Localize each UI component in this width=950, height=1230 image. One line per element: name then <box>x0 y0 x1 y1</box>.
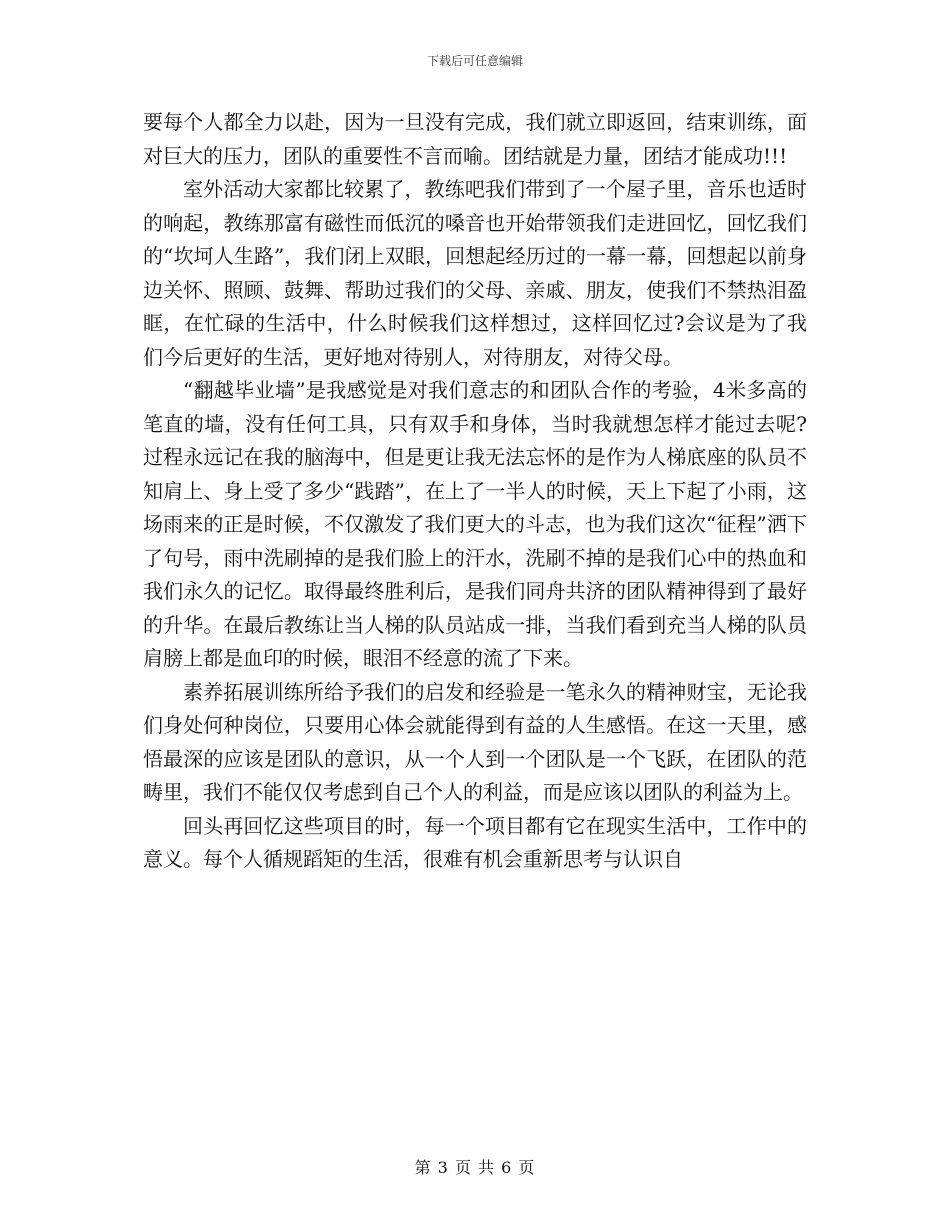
paragraph: “翻越毕业墙”是我感觉是对我们意志的和团队合作的考验，4米多高的笔直的墙，没有任何工具，只有双手和身体，当时我就想怎样才能过去呢?过程永远记在我的脑海中，但是更让我无法忘怀的是作为人梯底座的队员不知肩上、身上受了多少“践踏”，在上了一半人的时候，天上下起了小雨，这场雨来的正是时候，不仅激发了我们更大的斗志，也为我们这次“征程”洒下了句号，雨中洗刷掉的是我们脸上的汗水，洗刷不掉的是我们心中的热血和我们永久的记忆。取得最终胜利后，是我们同舟共济的团队精神得到了最好的升华。在最后教练让当人梯的队员站成一排，当我们看到充当人梯的队员肩膀上都是血印的时候，眼泪不经意的流了下来。 <box>143 378 807 670</box>
page-header: 下载后可任意编辑 <box>426 54 523 68</box>
document-body <box>143 106 807 877</box>
paragraph: 室外活动大家都比较累了，教练吧我们带到了一个屋子里，音乐也适时的响起，教练那富有磁性而低沉的嗓音也开始带领我们走进回忆，回忆我们的“坎坷人生路”，我们闭上双眼，回想起经历过的一幕一幕，回想起以前身边关怀、照顾、鼓舞、帮助过我们的父母、亲戚、朋友，使我们不禁热泪盈眶，在忙碌的生活中，什么时候我们这样想过，这样回忆过?会议是为了我们今后更好的生活，更好地对待别人，对待朋友，对待父母。 <box>143 177 807 369</box>
paragraph: 回头再回忆这些项目的时，每一个项目都有它在现实生活中，工作中的意义。每个人循规蹈矩的生活，很难有机会重新思考与认识自 <box>143 813 807 871</box>
paragraph-continuation: 要每个人都全力以赴，因为一旦没有完成，我们就立即返回，结束训练，面对巨大的压力，团队的重要性不言而喻。团结就是力量，团结才能成功!!! <box>143 110 807 168</box>
paragraph: 素养拓展训练所给予我们的启发和经验是一笔永久的精神财宝，无论我们身处何种岗位，只要用心体会就能得到有益的人生感悟。在这一天里，感悟最深的应该是团队的意识，从一个人到一个团队是一个飞跃，在团队的范畴里，我们不能仅仅考虑到自己个人的利益，而是应该以团队的利益为上。 <box>143 679 807 804</box>
page-number-footer: 第 3 页 共 6 页 <box>414 1158 536 1177</box>
